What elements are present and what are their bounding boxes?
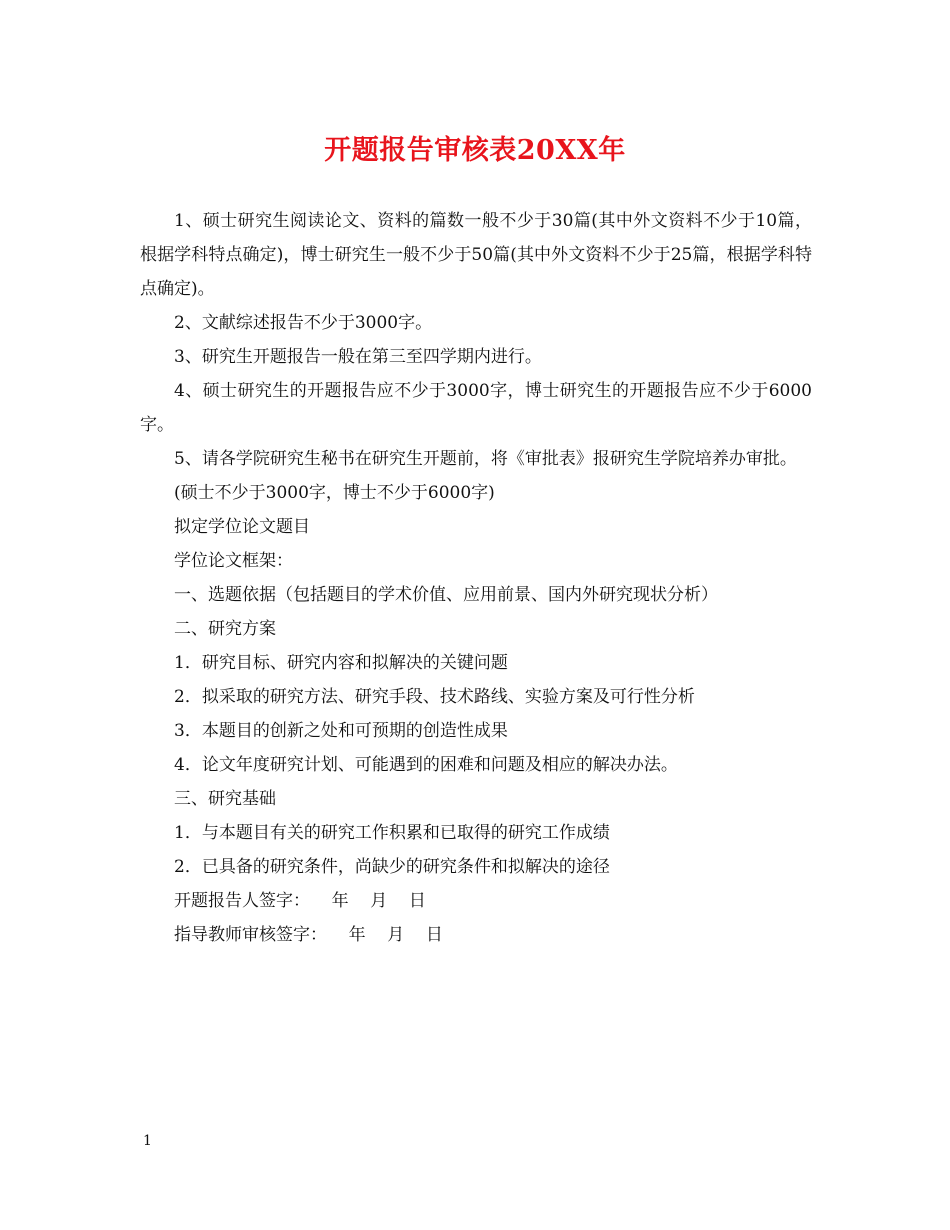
requirement-paragraph-1: 1、硕士研究生阅读论文、资料的篇数一般不少于30篇(其中外文资料不少于10篇，根据学科特点确定)，博士研究生一般不少于50篇(其中外文资料不少于25篇，根据学科特点确定)。 xyxy=(140,211,812,299)
foundation-item-1: 1．与本题目有关的研究工作积累和已取得的研究工作成绩 xyxy=(174,823,610,843)
plan-item-1: 1．研究目标、研究内容和拟解决的关键问题 xyxy=(174,653,508,673)
document-body xyxy=(140,204,812,952)
page-title: 开题报告审核表20XX年 xyxy=(324,135,626,166)
thesis-title-label: 拟定学位论文题目 xyxy=(174,517,310,537)
section-topic-basis: 一、选题依据（包括题目的学术价值、应用前景、国内外研究现状分析） xyxy=(174,585,718,605)
reporter-signature-line: 开题报告人签字： 年 月 日 xyxy=(174,891,426,911)
word-count-note: (硕士不少于3000字，博士不少于6000字) xyxy=(174,483,495,503)
plan-item-4: 4．论文年度研究计划、可能遇到的困难和问题及相应的解决办法。 xyxy=(174,755,678,775)
plan-item-2: 2．拟采取的研究方法、研究手段、技术路线、实验方案及可行性分析 xyxy=(174,687,695,707)
advisor-signature-line: 指导教师审核签字： 年 月 日 xyxy=(174,925,443,945)
section-research-plan: 二、研究方案 xyxy=(174,619,276,639)
requirement-paragraph-2: 2、文献综述报告不少于3000字。 xyxy=(174,313,433,333)
section-research-foundation: 三、研究基础 xyxy=(174,789,276,809)
thesis-framework-label: 学位论文框架： xyxy=(174,551,293,571)
page-number: 1 xyxy=(143,1133,152,1149)
foundation-item-2: 2．已具备的研究条件，尚缺少的研究条件和拟解决的途径 xyxy=(174,857,610,877)
plan-item-3: 3．本题目的创新之处和可预期的创造性成果 xyxy=(174,721,508,741)
requirement-paragraph-4: 4、硕士研究生的开题报告应不少于3000字，博士研究生的开题报告应不少于6000字。 xyxy=(140,381,812,435)
requirement-paragraph-5: 5、请各学院研究生秘书在研究生开题前，将《审批表》报研究生学院培养办审批。 xyxy=(174,449,797,469)
requirement-paragraph-3: 3、研究生开题报告一般在第三至四学期内进行。 xyxy=(174,347,542,367)
